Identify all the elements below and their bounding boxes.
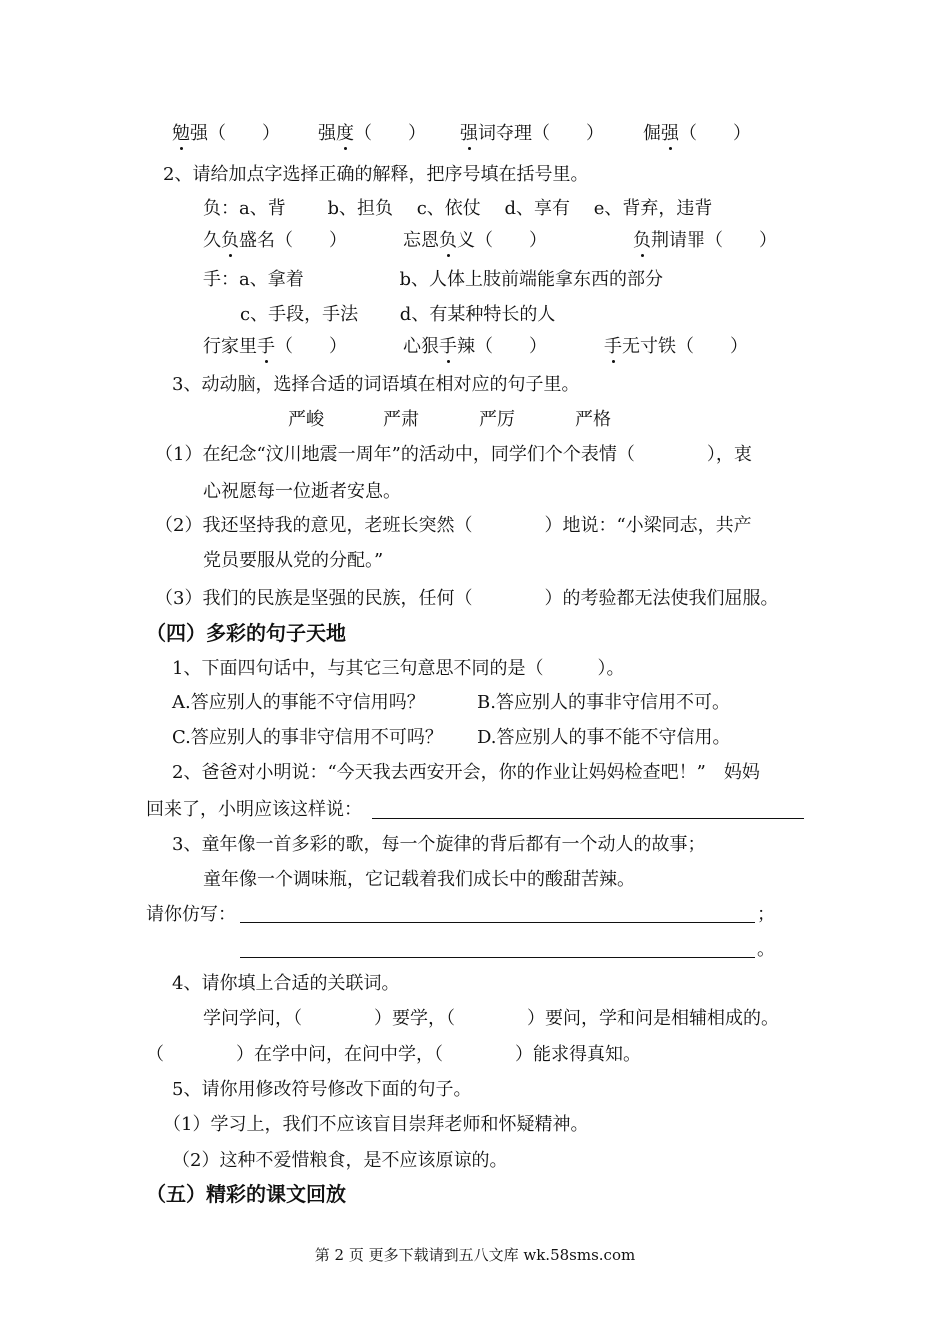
q1-word-2: 强度（ ） [318,123,426,144]
s4-q2-answer-line[interactable] [372,818,804,819]
s4-q4-line-1: 学问学问，（ ）要学，（ ）要问，学和问是相辅相成的。 [203,1008,779,1029]
s4-q1-option-d: D.答应别人的事不能不守信用。 [477,727,731,748]
q2-title: 2、请给加点字选择正确的解释，把序号填在括号里。 [163,164,589,185]
s4-q4: 4、请你填上合适的关联词。 [172,973,400,994]
q1-word-4: 倔强（ ） [643,123,751,144]
q3-choice-3: 严厉 [479,409,515,430]
q2-shou-options-1: 手：a、拿着 b、人体上肢前端能拿东西的部分 [203,269,663,290]
s4-q1: 1、下面四句话中，与其它三句意思不同的是（ ）。 [172,658,625,679]
s4-q5: 5、请你用修改符号修改下面的句子。 [172,1079,472,1100]
s4-q3-prompt: 请你仿写： [146,904,236,925]
s4-q3-answer-line-2[interactable] [240,957,755,958]
s4-q3-semicolon: ； [757,904,775,925]
s4-q3-line-1: 3、童年像一首多彩的歌，每一个旋律的背后都有一个动人的故事； [172,834,706,855]
q3-choice-2: 严肃 [383,409,419,430]
s4-q3-line-2: 童年像一个调味瓶，它记载着我们成长中的酸甜苦辣。 [203,869,635,890]
q1-word-1: 勉强（ ） [172,123,280,144]
page-footer: 第 2 页 更多下载请到五八文库 wk.58sms.com [314,1246,636,1264]
s4-q2-line-1: 2、爸爸对小明说：“今天我去西安开会，你的作业让妈妈检查吧！” 妈妈 [172,762,760,783]
q2-shou-options-2: c、手段，手法 d、有某种特长的人 [240,304,556,325]
q3-sentence-1a: （1）在纪念“汶川地震一周年”的活动中，同学们个个表情（ ），衷 [155,444,752,465]
q2-shou-word-3: 手无寸铁（ ） [604,336,748,357]
s4-q1-option-b: B.答应别人的事非守信用不可。 [477,692,730,713]
section-4-heading: （四）多彩的句子天地 [146,621,346,645]
q2-fu-options: 负：a、背 b、担负 c、依仗 d、享有 e、背弃，违背 [203,198,713,219]
q2-fu-word-1: 久负盛名（ ） [203,230,347,251]
q1-word-3: 强词夺理（ ） [460,123,604,144]
s4-q3-period: 。 [757,939,775,960]
section-5-heading: （五）精彩的课文回放 [146,1182,346,1206]
s4-q4-line-2: （ ）在学中问，在问中学，（ ）能求得真知。 [146,1044,641,1065]
q2-shou-word-1: 行家里手（ ） [203,336,347,357]
q3-sentence-1b: 心祝愿每一位逝者安息。 [203,481,401,502]
q2-fu-word-2: 忘恩负义（ ） [403,230,547,251]
s4-q1-option-a: A.答应别人的事能不守信用吗？ [172,692,425,713]
q2-shou-word-2: 心狠手辣（ ） [403,336,547,357]
q2-fu-word-3: 负荆请罪（ ） [633,230,777,251]
q3-choice-4: 严格 [575,409,611,430]
q3-title: 3、动动脑，选择合适的词语填在相对应的句子里。 [172,374,580,395]
s4-q3-answer-line-1[interactable] [240,922,755,923]
q3-choice-1: 严峻 [288,409,324,430]
s4-q2-line-2: 回来了，小明应该这样说： [146,799,362,820]
s4-q5-sentence-1: （1）学习上，我们不应该盲目崇拜老师和怀疑精神。 [163,1114,589,1135]
s4-q1-option-c: C.答应别人的事非守信用不可吗？ [172,727,443,748]
q3-sentence-2b: 党员要服从党的分配。” [203,550,384,571]
q3-sentence-3: （3）我们的民族是坚强的民族，任何（ ）的考验都无法使我们屈服。 [155,588,779,609]
s4-q5-sentence-2: （2）这种不爱惜粮食，是不应该原谅的。 [172,1150,508,1171]
q3-sentence-2a: （2）我还坚持我的意见，老班长突然（ ）地说：“小梁同志，共产 [155,515,752,536]
